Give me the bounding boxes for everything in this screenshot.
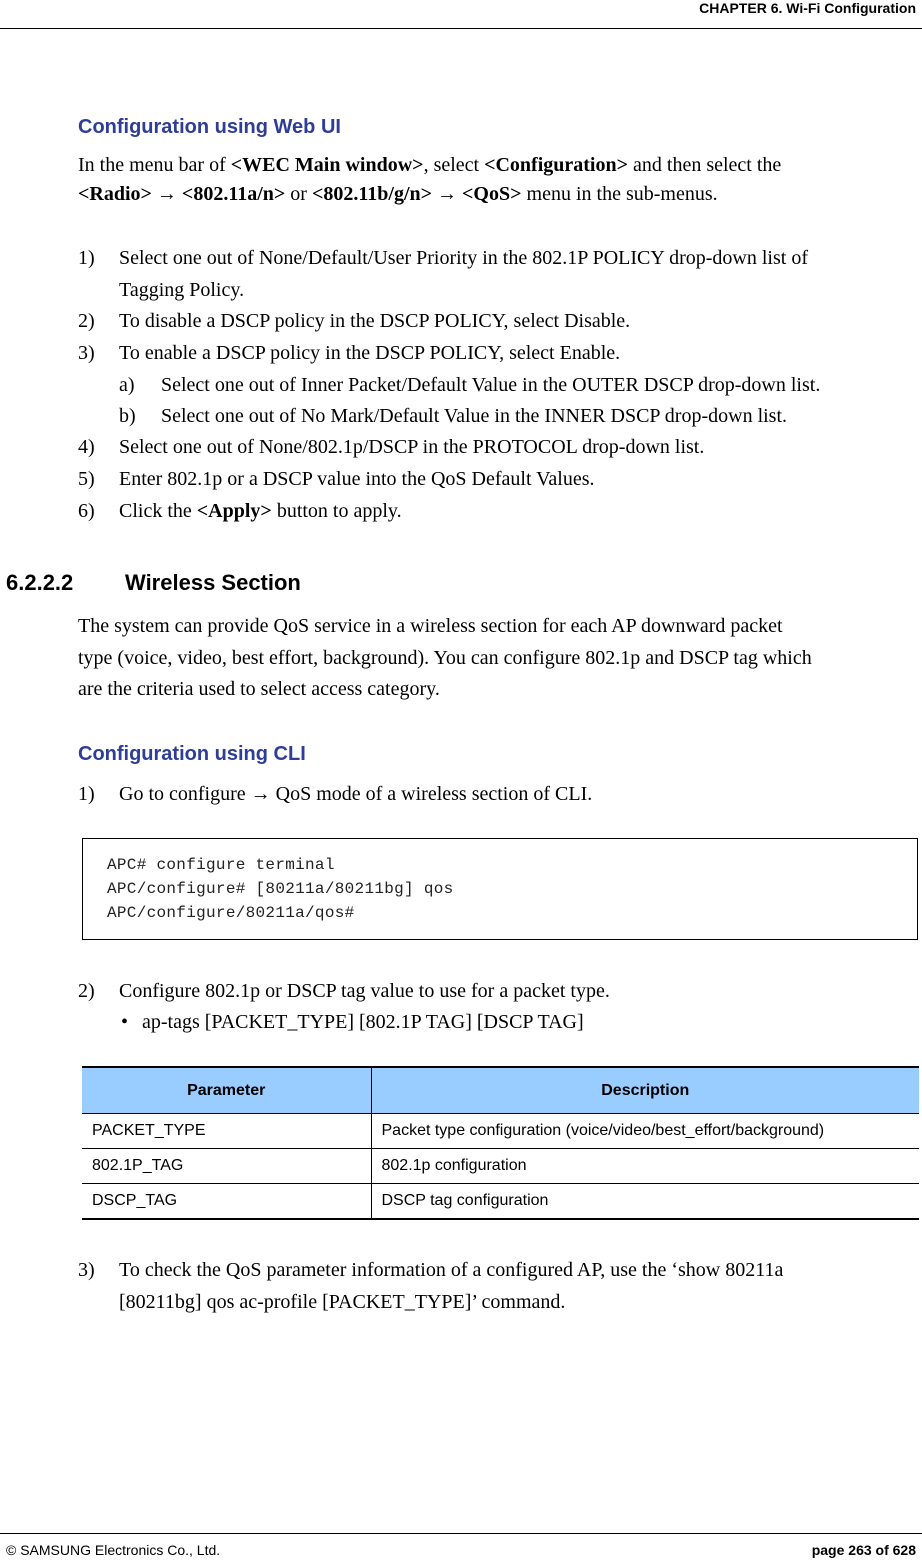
bullet-text: ap-tags [PACKET_TYPE] [802.1P TAG] [DSCP TAG] [142, 1011, 584, 1033]
step-number: 4) [78, 436, 95, 458]
substep-text: Select one out of No Mark/Default Value in the INNER DSCP drop-down list. [161, 405, 788, 427]
table-row [82, 1114, 919, 1149]
code-line: APC# configure terminal [107, 856, 335, 874]
table-row [82, 1184, 919, 1220]
step-text: Click the <Apply> button to apply. [119, 500, 402, 522]
cli-code-block [82, 838, 918, 940]
table-header-row [82, 1067, 919, 1114]
parameter-table [82, 1066, 919, 1220]
step-text: To check the QoS parameter information of a configured AP, use the ‘show 80211a [119, 1259, 784, 1281]
page-number: page 263 of 628 [811, 1542, 916, 1558]
web-ui-intro-line1: In the menu bar of <WEC Main window>, select <Configuration> and then select the [78, 154, 782, 176]
arrow-icon: → [151, 183, 182, 205]
web-ui-heading: Configuration using Web UI [78, 116, 341, 138]
section-paragraph-line: The system can provide QoS service in a wireless section for each AP downward packet [78, 615, 783, 637]
step-text: Tagging Policy. [119, 279, 245, 301]
substep-text: Select one out of Inner Packet/Default Value in the OUTER DSCP drop-down list. [161, 374, 821, 396]
step-text: Select one out of None/802.1p/DSCP in the PROTOCOL drop-down list. [119, 436, 705, 458]
column-header: Parameter [82, 1067, 371, 1114]
step-text: Select one out of None/Default/User Priority in the 802.1P POLICY drop-down list of [119, 247, 808, 269]
step-text: Enter 802.1p or a DSCP value into the QoS Default Values. [119, 468, 595, 490]
table-cell: Packet type configuration (voice/video/best_effort/background) [371, 1114, 919, 1149]
bullet-icon: • [121, 1011, 129, 1033]
section-paragraph-line: type (voice, video, best effort, background). You can configure 802.1p and DSCP tag which [78, 647, 812, 669]
section-paragraph-line: are the criteria used to select access category. [78, 678, 440, 700]
cli-heading: Configuration using CLI [78, 743, 306, 765]
step-number: 3) [78, 342, 95, 364]
step-text: To enable a DSCP policy in the DSCP POLICY, select Enable. [119, 342, 621, 364]
step-number: 1) [78, 783, 95, 805]
step-number: 5) [78, 468, 95, 490]
substep-letter: a) [119, 374, 135, 396]
code-line: APC/configure# [80211a/80211bg] qos [107, 880, 454, 898]
page-header [0, 0, 922, 29]
table-cell: PACKET_TYPE [82, 1114, 371, 1149]
step-text: Configure 802.1p or DSCP tag value to use for a packet type. [119, 980, 610, 1002]
chapter-title: CHAPTER 6. Wi-Fi Configuration [699, 0, 916, 16]
step-text: To disable a DSCP policy in the DSCP POLICY, select Disable. [119, 310, 631, 332]
table-cell: DSCP_TAG [82, 1184, 371, 1220]
substep-letter: b) [119, 405, 136, 427]
step-text: Go to configure → QoS mode of a wireless section of CLI. [119, 783, 593, 805]
step-number: 3) [78, 1259, 95, 1281]
copyright: © SAMSUNG Electronics Co., Ltd. [6, 1542, 221, 1558]
step-number: 6) [78, 500, 95, 522]
step-number: 1) [78, 247, 95, 269]
step-number: 2) [78, 980, 95, 1002]
table-row [82, 1149, 919, 1184]
table-cell: 802.1p configuration [371, 1149, 919, 1184]
code-line: APC/configure/80211a/qos# [107, 904, 355, 922]
step-text: [80211bg] qos ac-profile [PACKET_TYPE]’ command. [119, 1291, 566, 1313]
web-ui-intro-line2: <Radio> → <802.11a/n> or <802.11b/g/n> → <QoS> menu in the sub-menus. [78, 183, 718, 205]
section-number: 6.2.2.2 [6, 570, 74, 595]
column-header: Description [371, 1067, 919, 1114]
table-cell: DSCP tag configuration [371, 1184, 919, 1220]
arrow-icon: → [432, 183, 463, 205]
page-footer [0, 1533, 922, 1566]
table-cell: 802.1P_TAG [82, 1149, 371, 1184]
section-title: Wireless Section [125, 570, 301, 595]
arrow-icon: → [245, 783, 276, 805]
step-number: 2) [78, 310, 95, 332]
